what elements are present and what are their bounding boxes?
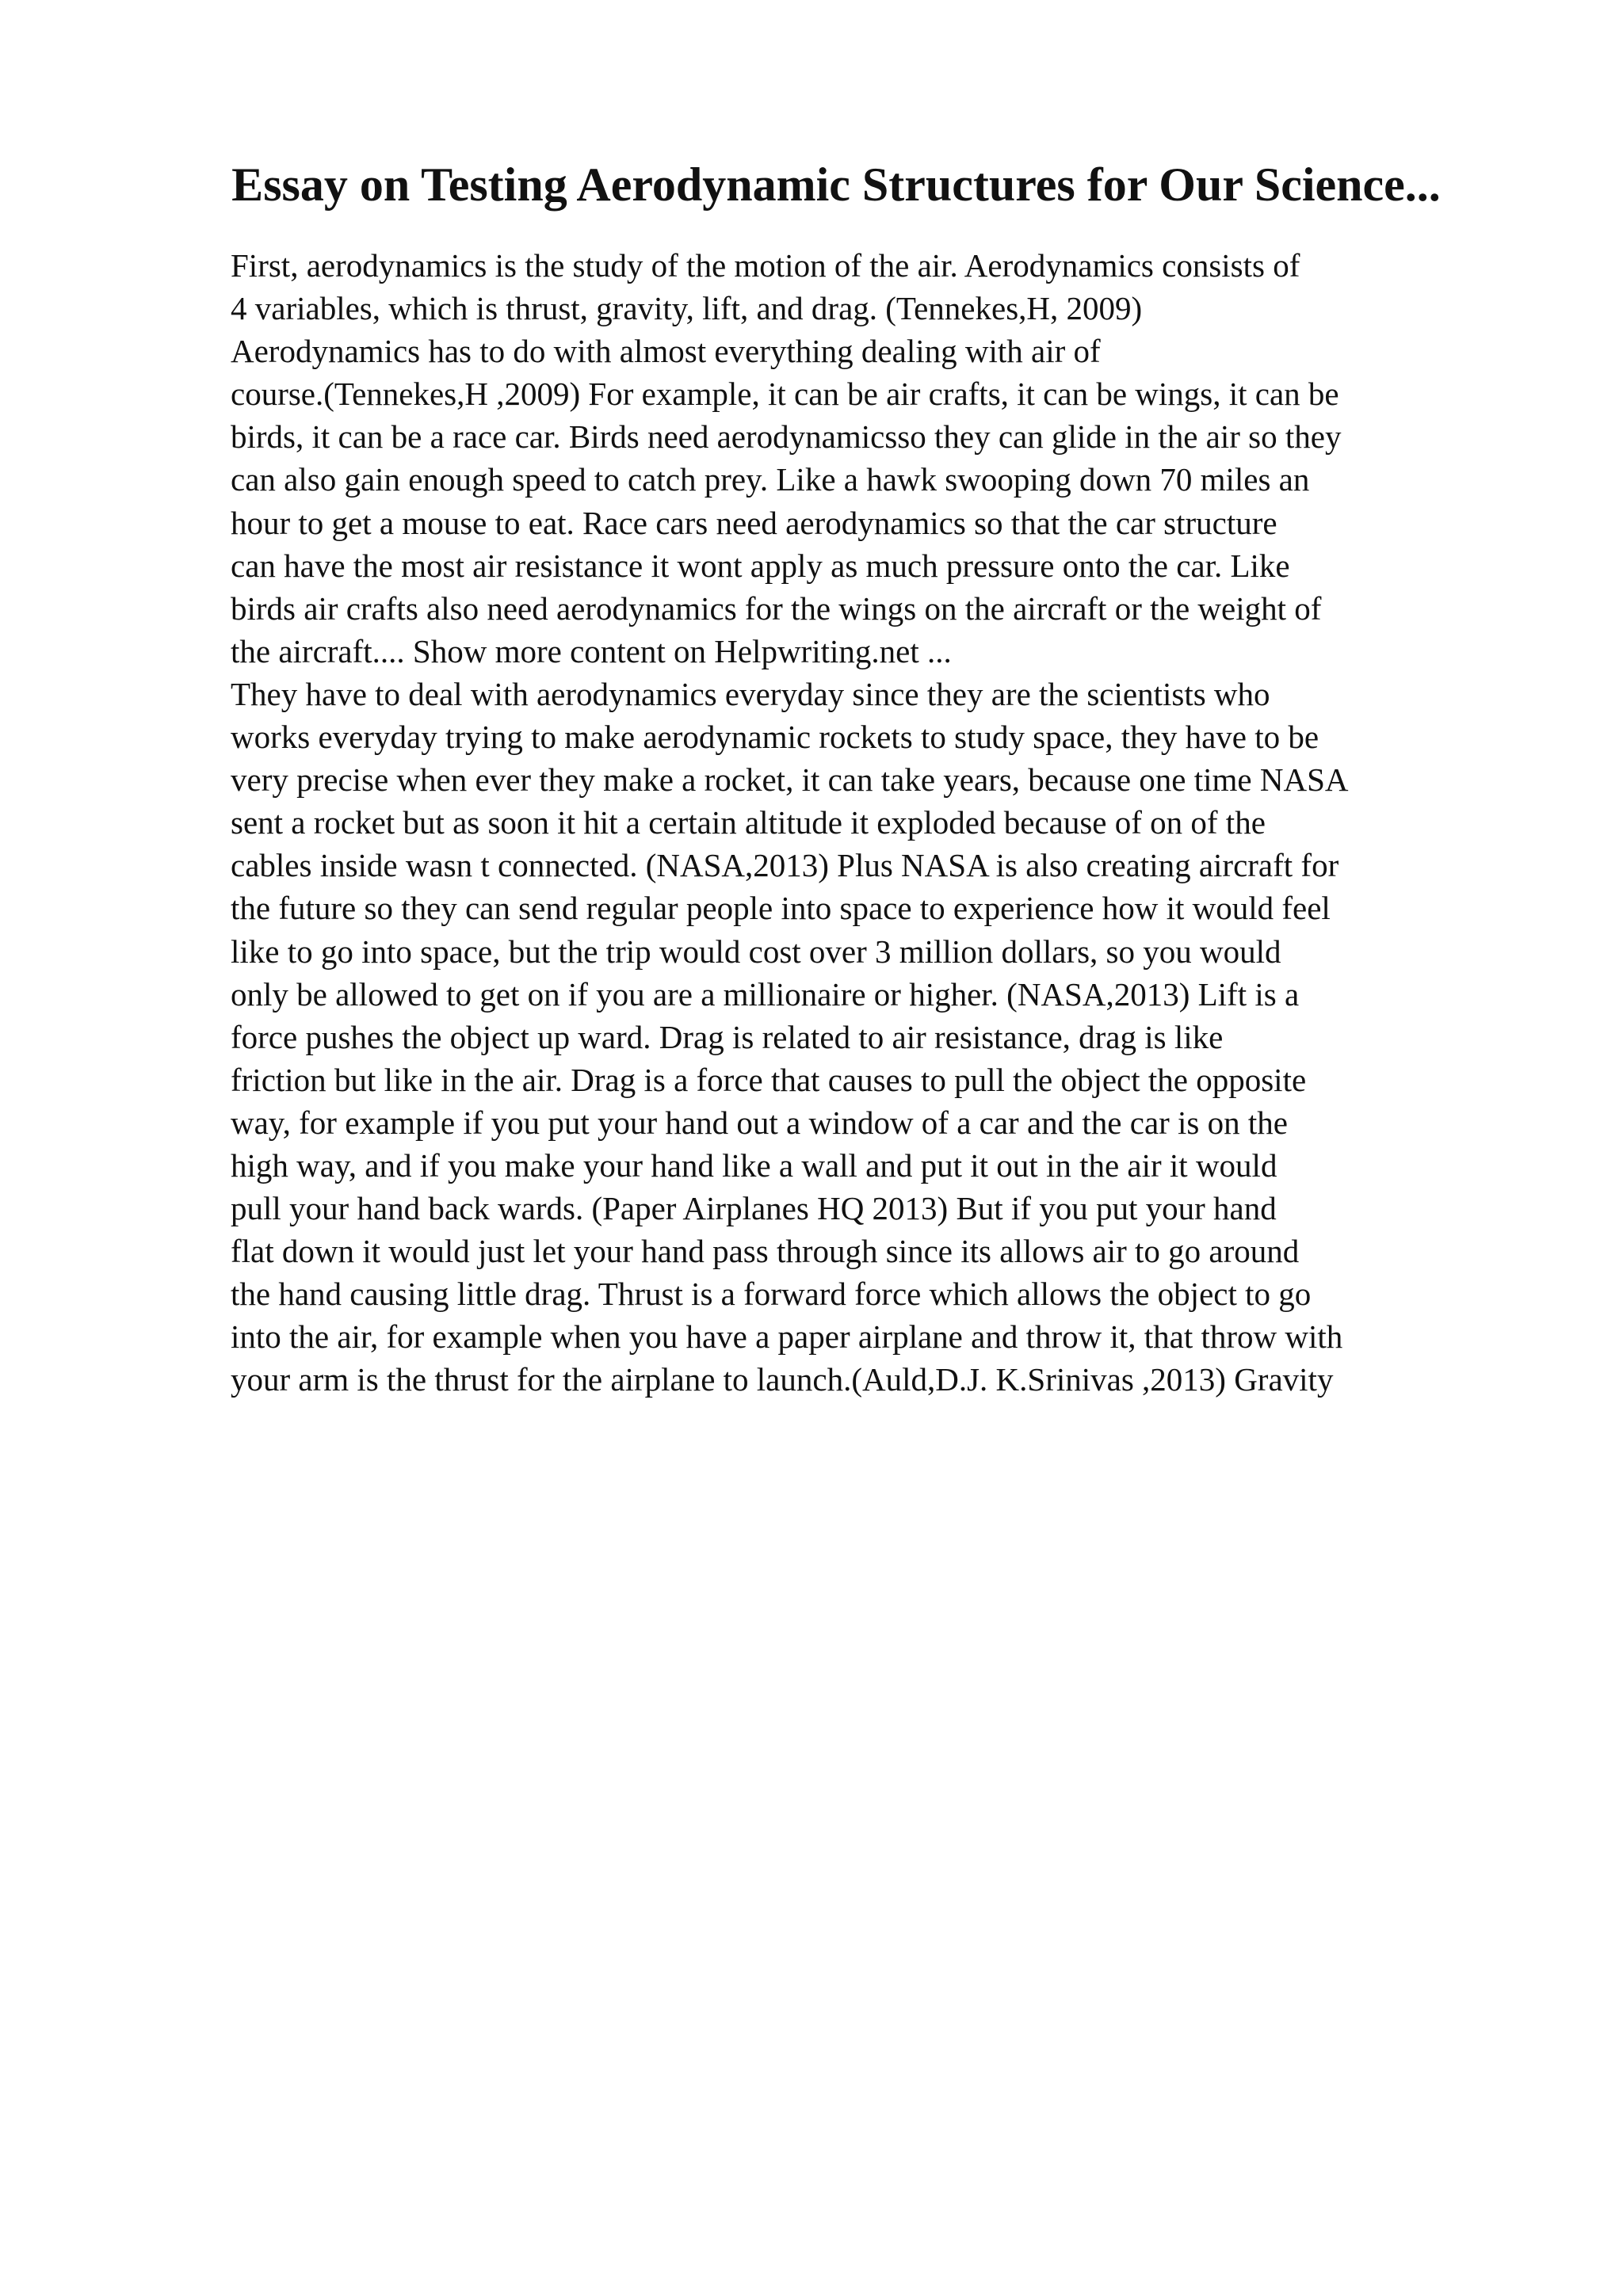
essay-line: force pushes the object up ward. Drag is related to air resistance, drag is like <box>231 1018 1224 1055</box>
essay-line: into the air, for example when you have a paper airplane and throw it, that throw with <box>231 1318 1343 1356</box>
essay-line: course.(Tennekes,H ,2009) For example, it can be air crafts, it can be wings, it can be <box>231 376 1339 413</box>
essay-line: your arm is the thrust for the airplane to launch.(Auld,D.J. K.Srinivas ,2013) Gravity <box>231 1361 1334 1398</box>
essay-line: birds, it can be a race car. Birds need aerodynamicsso they can glide in the air so they <box>231 418 1342 456</box>
essay-line: Aerodynamics has to do with almost everything dealing with air of <box>231 333 1101 370</box>
essay-line: cables inside wasn t connected. (NASA,2013) Plus NASA is also creating aircraft for <box>231 847 1339 884</box>
essay-line: the future so they can send regular people into space to experience how it would feel <box>231 890 1331 927</box>
essay-line: friction but like in the air. Drag is a force that causes to pull the object the opposite <box>231 1061 1307 1098</box>
essay-line: can have the most air resistance it wont apply as much pressure onto the car. Like <box>231 547 1290 584</box>
essay-line: high way, and if you make your hand like a wall and put it out in the air it would <box>231 1146 1277 1184</box>
essay-line: works everyday trying to make aerodynamic rockets to study space, they have to be <box>231 719 1319 756</box>
essay-line: sent a rocket but as soon it hit a certain altitude it exploded because of on of the <box>231 804 1266 841</box>
essay-title: Essay on Testing Aerodynamic Structures for Our Science... <box>231 158 1441 211</box>
essay-line: way, for example if you put your hand out a window of a car and the car is on the <box>231 1104 1288 1141</box>
essay-line: 4 variables, which is thrust, gravity, lift, and drag. (Tennekes,H, 2009) <box>231 290 1143 327</box>
essay-line: the aircraft.... Show more content on Helpwriting.net ... <box>231 632 952 669</box>
essay-line: flat down it would just let your hand pass through since its allows air to go around <box>231 1233 1300 1270</box>
essay-line: the hand causing little drag. Thrust is a forward force which allows the object to go <box>231 1276 1312 1313</box>
essay-line: like to go into space, but the trip would cost over 3 million dollars, so you would <box>231 933 1281 970</box>
essay-line: pull your hand back wards. (Paper Airplanes HQ 2013) But if you put your hand <box>231 1190 1277 1227</box>
essay-line: can also gain enough speed to catch prey. Like a hawk swooping down 70 miles an <box>231 461 1310 498</box>
essay-line: only be allowed to get on if you are a millionaire or higher. (NASA,2013) Lift is a <box>231 975 1300 1013</box>
essay-line: They have to deal with aerodynamics everyday since they are the scientists who <box>231 675 1270 712</box>
essay-line: birds air crafts also need aerodynamics for the wings on the aircraft or the weight of <box>231 589 1322 627</box>
essay-body <box>231 244 1594 1402</box>
essay-line: hour to get a mouse to eat. Race cars need aerodynamics so that the car structure <box>231 504 1277 541</box>
essay-line: First, aerodynamics is the study of the motion of the air. Aerodynamics consists of <box>231 247 1300 284</box>
essay-line: very precise when ever they make a rocket, it can take years, because one time NASA <box>231 761 1349 799</box>
